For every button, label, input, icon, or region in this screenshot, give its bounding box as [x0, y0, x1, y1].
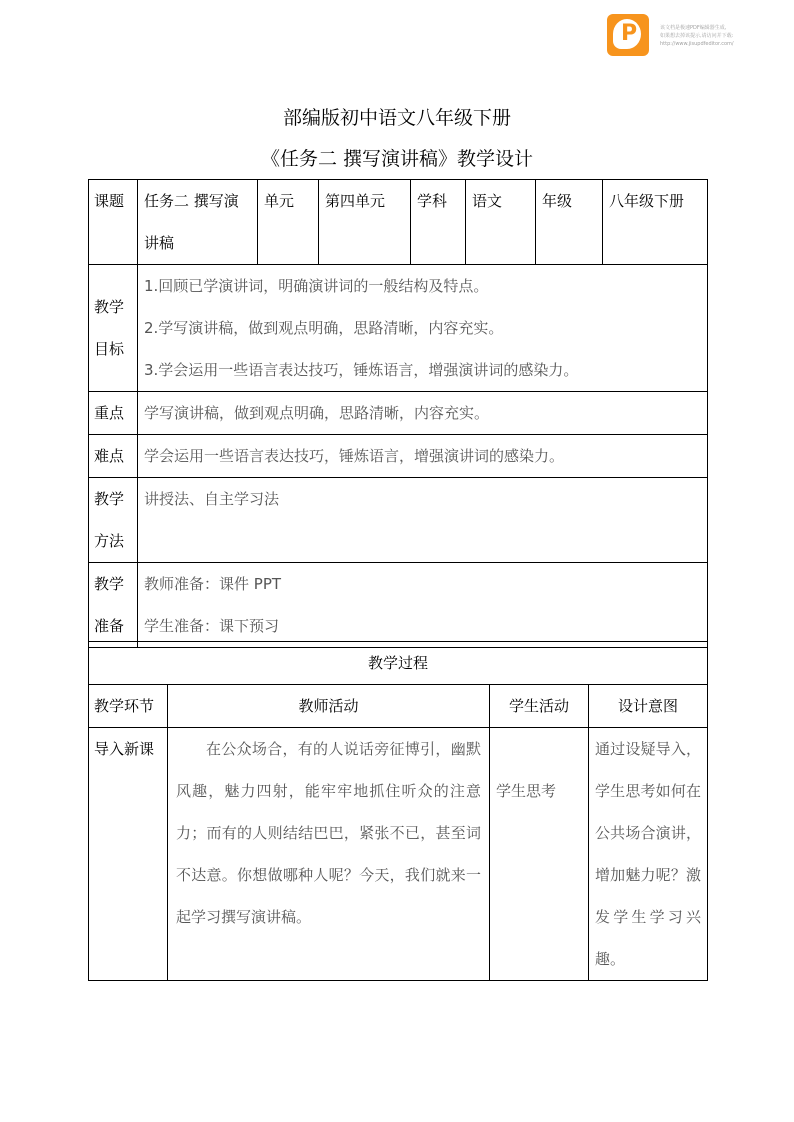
- goal-item: 3.学会运用一些语言表达技巧，锤炼语言，增强演讲词的感染力。: [144, 361, 579, 379]
- goal-item: 2.学写演讲稿，做到观点明确，思路清晰，内容充实。: [144, 319, 504, 337]
- stage-cell: 导入新课: [89, 728, 168, 981]
- unit-label: 单元: [258, 180, 319, 265]
- difficulty-label: 难点: [89, 435, 138, 478]
- doc-subtitle: 《任务二 撰写演讲稿》教学设计: [260, 148, 534, 170]
- subject-value: 语文: [466, 180, 536, 265]
- process-table: [88, 641, 708, 981]
- watermark: [660, 24, 790, 48]
- design-intent: 通过设疑导入，学生思考如何在公共场合演讲，增加魅力呢？激发学生学习兴趣。: [589, 728, 708, 981]
- doc-title: 部编版初中语文八年级下册: [282, 107, 511, 129]
- difficulty-row: [89, 435, 708, 478]
- process-header-row: [89, 685, 708, 728]
- key-value: 学写演讲稿，做到观点明确，思路清晰，内容充实。: [138, 392, 708, 435]
- prep-label: 教学准备: [89, 563, 138, 648]
- method-value: 讲授法、自主学习法: [138, 478, 708, 563]
- goals-list: [138, 265, 708, 392]
- process-heading: 教学过程: [89, 642, 708, 685]
- topic-label: 课题: [89, 180, 138, 265]
- app-logo-icon: P: [607, 14, 649, 56]
- subject-label: 学科: [411, 180, 466, 265]
- student-activity: 学生思考: [490, 728, 589, 981]
- method-label: 教学方法: [89, 478, 138, 563]
- grade-label: 年级: [536, 180, 603, 265]
- col-teacher: 教师活动: [168, 685, 490, 728]
- watermark-line: 如果想去掉该提示,请访问并下载:: [660, 33, 734, 39]
- goals-label: 教学目标: [89, 265, 138, 392]
- key-row: [89, 392, 708, 435]
- prep-row: [89, 563, 708, 648]
- col-intent: 设计意图: [589, 685, 708, 728]
- watermark-link[interactable]: http://www.jisupdfeditor.com/: [660, 41, 734, 47]
- topic-value: 任务二 撰写演讲稿: [138, 180, 258, 265]
- goal-item: 1.回顾已学演讲词，明确演讲词的一般结构及特点。: [144, 277, 489, 295]
- col-stage: 教学环节: [89, 685, 168, 728]
- goals-row: [89, 265, 708, 392]
- prep-teacher: 教师准备：课件 PPT: [144, 575, 282, 593]
- unit-value: 第四单元: [319, 180, 411, 265]
- teacher-activity: 在公众场合，有的人说话旁征博引，幽默风趣，魅力四射，能牢牢地抓住听众的注意力；而有的人则结结巴巴，紧张不已，甚至词不达意。你想做哪种人呢？今天，我们就来一起学习撰写演讲稿。: [168, 728, 490, 981]
- prep-student: 学生准备：课下预习: [144, 617, 280, 635]
- lesson-info-table: [88, 179, 708, 648]
- key-label: 重点: [89, 392, 138, 435]
- process-heading-row: [89, 642, 708, 685]
- method-row: [89, 478, 708, 563]
- prep-list: [138, 563, 708, 648]
- watermark-line: 该文档是极速PDF编辑器生成,: [660, 25, 727, 31]
- topic-row: [89, 180, 708, 265]
- process-row: [89, 728, 708, 981]
- col-student: 学生活动: [490, 685, 589, 728]
- grade-value: 八年级下册: [603, 180, 708, 265]
- difficulty-value: 学会运用一些语言表达技巧，锤炼语言，增强演讲词的感染力。: [138, 435, 708, 478]
